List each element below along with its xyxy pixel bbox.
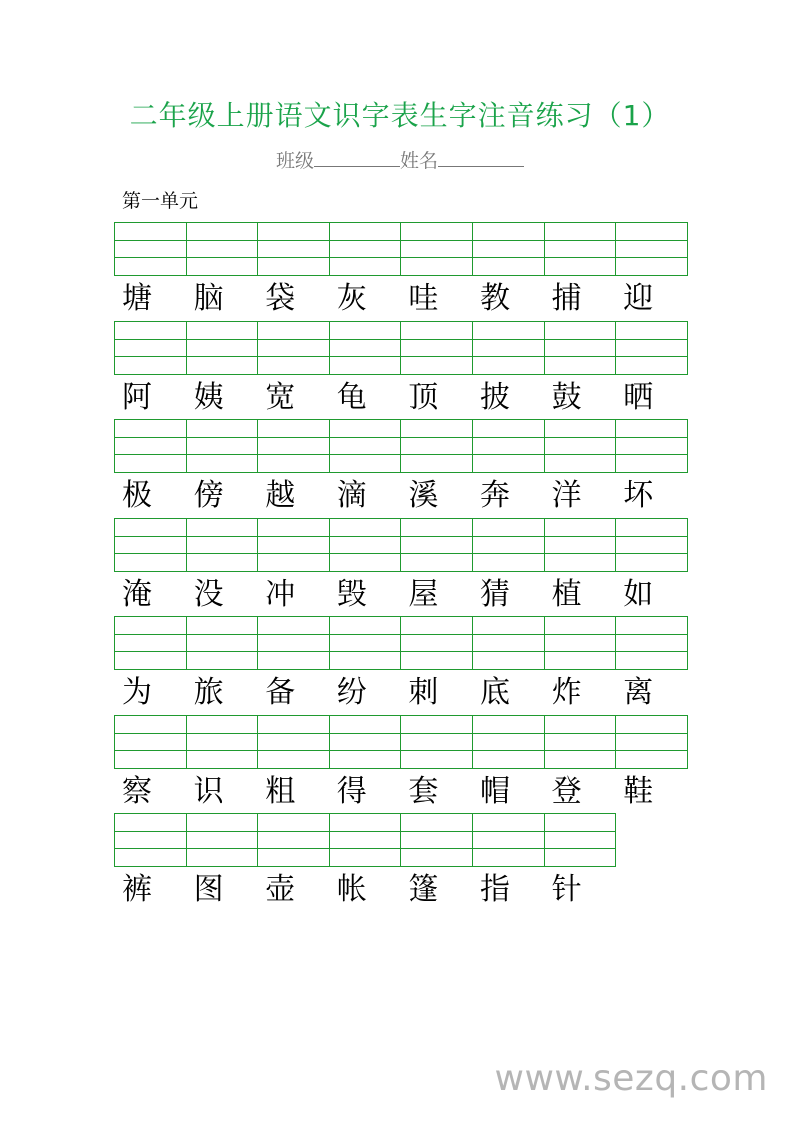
- pinyin-writing-cell: [186, 321, 259, 375]
- pinyin-writing-cell: [329, 616, 402, 670]
- pinyin-writing-cell: [400, 419, 473, 473]
- pinyin-writing-cell: [186, 222, 259, 276]
- hanzi-character: 帐: [336, 872, 367, 907]
- hanzi-character: 教: [480, 281, 510, 316]
- student-info-line: [0, 146, 800, 175]
- hanzi-character: 察: [122, 773, 152, 809]
- pinyin-writing-cell: [329, 715, 402, 769]
- pinyin-writing-cell: [544, 321, 617, 375]
- pinyin-writing-cell: [186, 813, 259, 867]
- hanzi-character: 奔: [480, 478, 510, 513]
- hanzi-character: 备: [265, 675, 296, 710]
- pinyin-writing-cell: [114, 715, 187, 769]
- pinyin-writing-cell: [114, 813, 187, 867]
- pinyin-writing-cell: [472, 419, 545, 473]
- hanzi-character: 离: [623, 675, 654, 710]
- pinyin-writing-cell: [615, 518, 688, 572]
- pinyin-writing-cell: [615, 616, 688, 670]
- pinyin-writing-cell: [544, 222, 617, 276]
- hanzi-character: 为: [122, 675, 152, 710]
- pinyin-writing-cell: [186, 419, 259, 473]
- hanzi-character: 滴: [336, 478, 367, 513]
- pinyin-writing-cell: [114, 419, 187, 473]
- hanzi-character: 篷: [408, 872, 439, 907]
- hanzi-character: 披: [480, 379, 510, 415]
- hanzi-character: 洋: [551, 478, 582, 513]
- pinyin-writing-cell: [257, 222, 330, 276]
- class-blank: [314, 146, 400, 167]
- name-label: 姓名: [400, 150, 439, 172]
- pinyin-writing-cell: [544, 715, 617, 769]
- hanzi-character: 冲: [265, 576, 296, 612]
- hanzi-character: 炸: [551, 675, 582, 710]
- pinyin-writing-cell: [257, 616, 330, 670]
- pinyin-writing-cell: [544, 518, 617, 572]
- pinyin-writing-cell: [257, 419, 330, 473]
- hanzi-character: 迎: [623, 281, 654, 316]
- hanzi-character: 纷: [336, 675, 367, 710]
- pinyin-writing-cell: [544, 419, 617, 473]
- watermark: www.sezq.com: [494, 1058, 768, 1099]
- hanzi-character: 没: [193, 576, 224, 612]
- hanzi-character: 姨: [193, 379, 224, 415]
- hanzi-character: 登: [551, 773, 582, 809]
- pinyin-writing-cell: [114, 518, 187, 572]
- pinyin-writing-cell: [400, 715, 473, 769]
- pinyin-writing-cell: [186, 518, 259, 572]
- hanzi-character: 越: [265, 478, 296, 513]
- pinyin-writing-cell: [257, 813, 330, 867]
- pinyin-writing-cell: [114, 222, 187, 276]
- hanzi-character: 宽: [265, 379, 296, 415]
- hanzi-character: 傍: [193, 478, 224, 513]
- hanzi-character: 识: [193, 773, 224, 809]
- pinyin-writing-cell: [400, 813, 473, 867]
- hanzi-character: 捕: [551, 281, 582, 316]
- hanzi-character: 如: [623, 576, 654, 612]
- pinyin-writing-cell: [186, 715, 259, 769]
- pinyin-writing-cell: [472, 518, 545, 572]
- pinyin-writing-cell: [400, 222, 473, 276]
- hanzi-character: 图: [193, 872, 224, 907]
- hanzi-character: 塘: [122, 281, 152, 316]
- hanzi-character: 哇: [408, 281, 439, 316]
- hanzi-character: 底: [480, 675, 510, 710]
- hanzi-character: 溪: [408, 478, 439, 513]
- hanzi-character: 猜: [480, 576, 510, 612]
- pinyin-writing-cell: [329, 813, 402, 867]
- hanzi-character: 帽: [480, 773, 510, 809]
- pinyin-writing-cell: [400, 518, 473, 572]
- pinyin-writing-cell: [400, 616, 473, 670]
- section-label: 第一单元: [122, 190, 199, 212]
- pinyin-writing-cell: [257, 321, 330, 375]
- pinyin-writing-cell: [329, 518, 402, 572]
- hanzi-character: 套: [408, 773, 439, 809]
- hanzi-character: 龟: [336, 379, 367, 415]
- hanzi-character: 指: [480, 872, 510, 907]
- hanzi-character: 坏: [623, 478, 654, 513]
- pinyin-writing-cell: [472, 616, 545, 670]
- pinyin-writing-cell: [544, 813, 617, 867]
- pinyin-writing-cell: [114, 321, 187, 375]
- hanzi-character: 阿: [122, 379, 152, 415]
- hanzi-character: 裤: [122, 872, 152, 907]
- hanzi-character: 晒: [623, 379, 654, 415]
- hanzi-character: 刺: [408, 675, 439, 710]
- pinyin-writing-cell: [329, 222, 402, 276]
- pinyin-writing-cell: [257, 518, 330, 572]
- hanzi-character: 灰: [336, 281, 367, 316]
- hanzi-character: 针: [551, 872, 582, 907]
- pinyin-writing-cell: [329, 321, 402, 375]
- hanzi-character: 顶: [408, 379, 439, 415]
- pinyin-writing-cell: [400, 321, 473, 375]
- class-label: 班级: [275, 150, 314, 172]
- pinyin-writing-cell: [472, 813, 545, 867]
- pinyin-writing-cell: [186, 616, 259, 670]
- hanzi-character: 袋: [265, 281, 296, 316]
- pinyin-writing-cell: [329, 419, 402, 473]
- hanzi-character: 毁: [336, 576, 367, 612]
- hanzi-character: 鼓: [551, 379, 582, 415]
- pinyin-writing-cell: [472, 222, 545, 276]
- pinyin-writing-cell: [114, 616, 187, 670]
- hanzi-character: 旅: [193, 675, 224, 710]
- pinyin-writing-cell: [472, 715, 545, 769]
- pinyin-writing-cell: [615, 321, 688, 375]
- pinyin-writing-cell: [615, 715, 688, 769]
- pinyin-writing-cell: [257, 715, 330, 769]
- name-blank: [438, 146, 524, 167]
- hanzi-character: 壶: [265, 872, 296, 907]
- hanzi-character: 鞋: [623, 773, 654, 809]
- hanzi-character: 植: [551, 576, 582, 612]
- hanzi-character: 极: [122, 478, 152, 513]
- page-title: 二年级上册语文识字表生字注音练习（1）: [129, 99, 671, 132]
- pinyin-writing-cell: [615, 222, 688, 276]
- hanzi-character: 屋: [408, 576, 439, 612]
- hanzi-character: 淹: [122, 576, 152, 612]
- hanzi-character: 脑: [193, 281, 224, 316]
- hanzi-character: 粗: [265, 773, 296, 809]
- pinyin-writing-cell: [544, 616, 617, 670]
- hanzi-character: 得: [336, 773, 367, 809]
- pinyin-writing-cell: [472, 321, 545, 375]
- pinyin-writing-cell: [615, 419, 688, 473]
